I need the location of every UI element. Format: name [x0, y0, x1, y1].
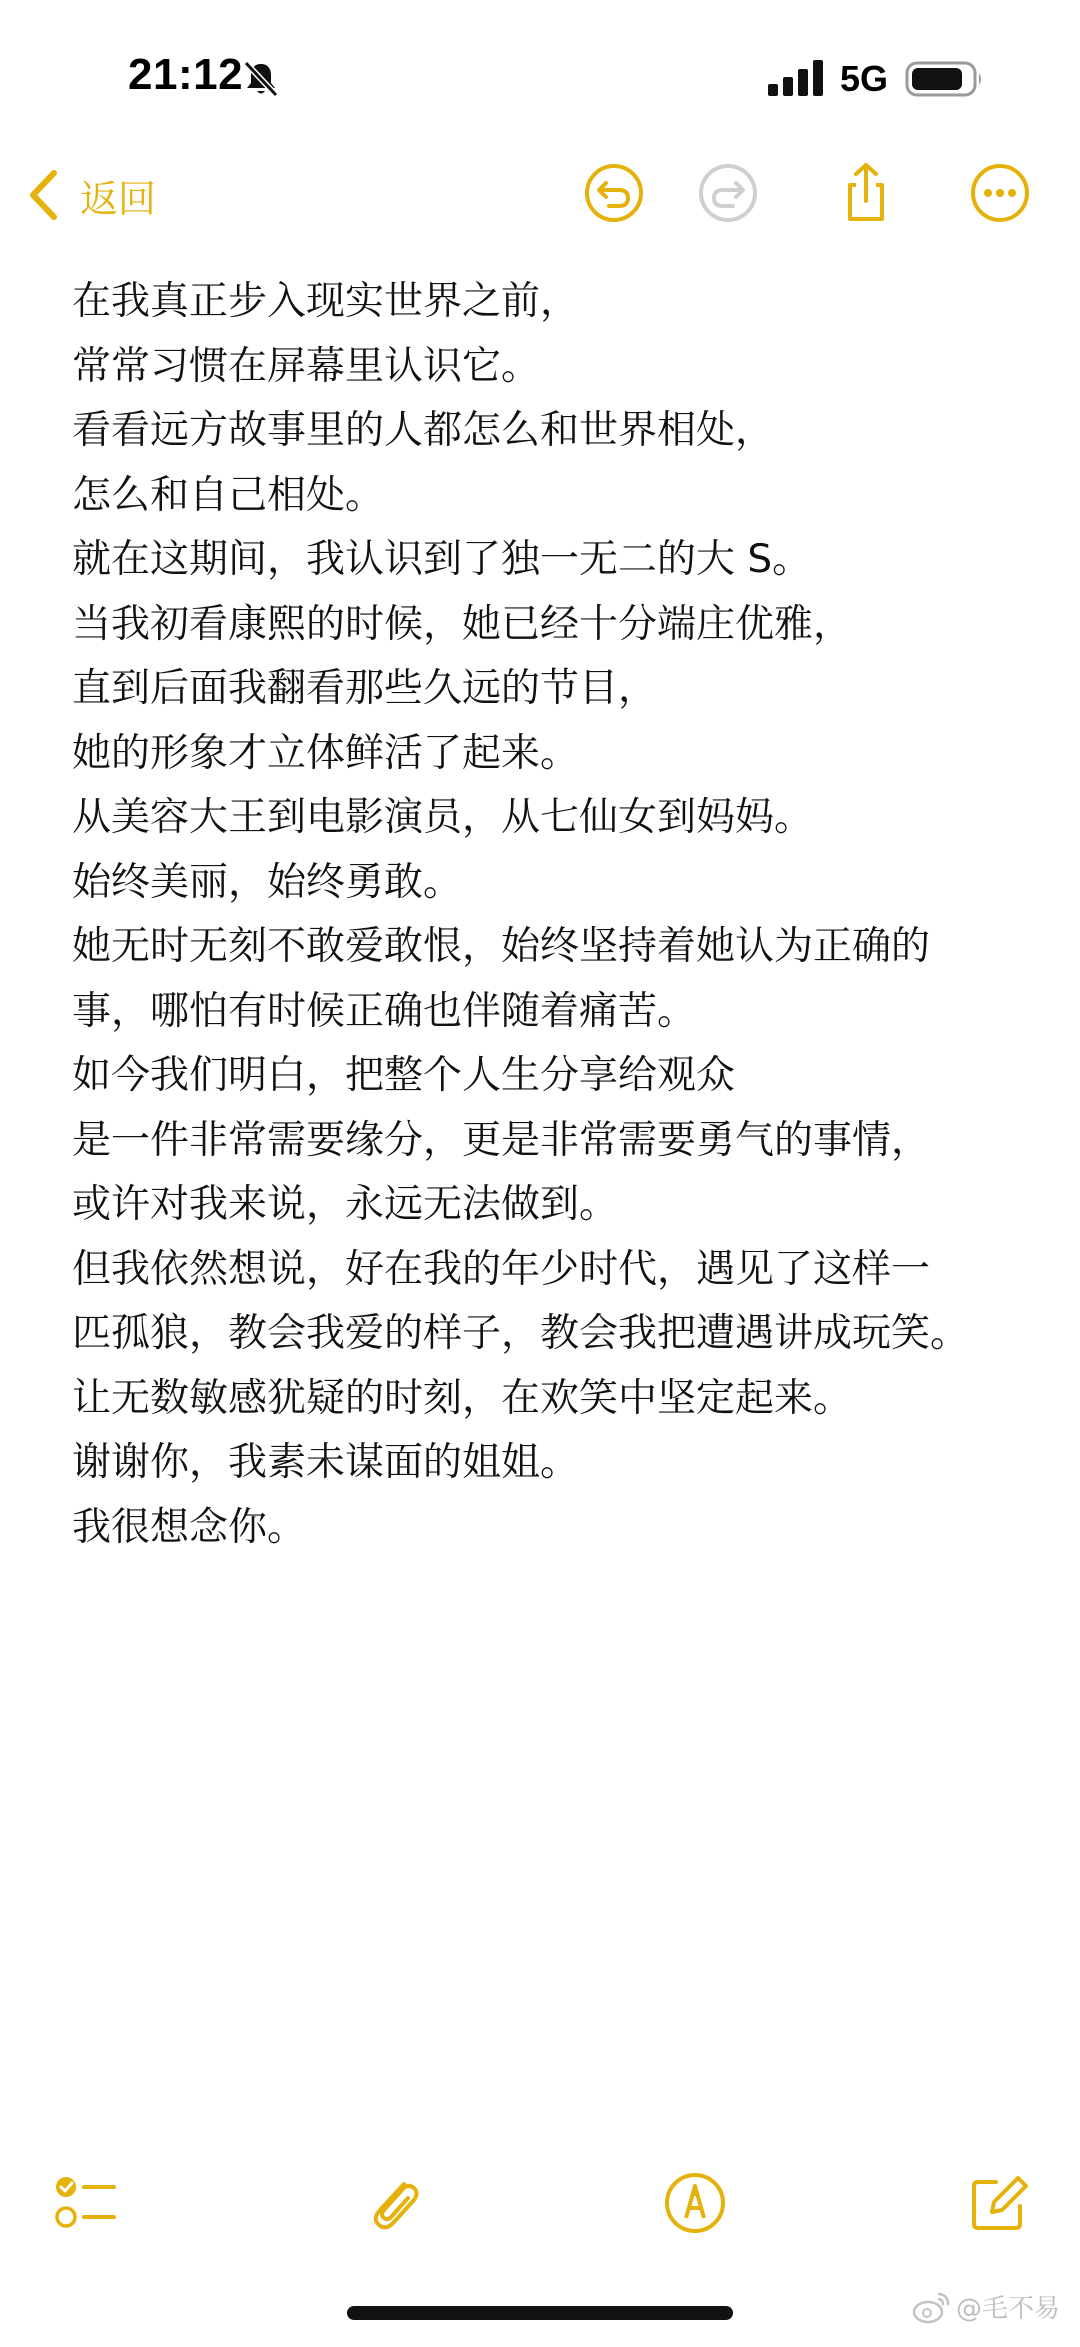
signal-icon	[768, 60, 824, 96]
chevron-left-icon	[28, 169, 58, 221]
note-line: 始终美丽，始终勇敢。	[72, 859, 463, 905]
note-line: 常常习惯在屏幕里认识它。	[72, 343, 541, 389]
note-line: 她无时无刻不敢爱敢恨，始终坚持着她认为正确的	[72, 924, 931, 969]
note-line: 让无数敏感犹疑的时刻，在欢笑中坚定起来。	[72, 1375, 853, 1421]
note-line: 从美容大王到电影演员，从七仙女到妈妈。	[72, 795, 814, 840]
status-bar	[0, 0, 1080, 150]
network-type: 5G	[840, 58, 889, 99]
battery-icon	[905, 61, 985, 97]
note-line: 她的形象才立体鲜活了起来。	[72, 730, 580, 776]
note-line: 当我初看康熙的时候，她已经十分端庄优雅，	[72, 601, 853, 647]
redo-icon[interactable]	[696, 161, 760, 225]
note-line: 怎么和自己相处。	[72, 472, 385, 518]
markup-icon[interactable]	[662, 2170, 728, 2236]
note-line: 我很想念你。	[72, 1504, 307, 1550]
attachment-icon[interactable]	[360, 2170, 426, 2236]
note-line: 匹孤狼，教会我爱的样子，教会我把遭遇讲成玩笑。	[72, 1311, 970, 1356]
home-indicator	[347, 2306, 733, 2320]
note-line: 事，哪怕有时候正确也伴随着痛苦。	[72, 988, 697, 1034]
share-icon[interactable]	[834, 161, 898, 225]
bottom-toolbar	[0, 2160, 1080, 2260]
note-line: 是一件非常需要缘分，更是非常需要勇气的事情，	[72, 1117, 931, 1163]
note-line: 就在这期间，我认识到了独一无二的大 S。	[72, 537, 812, 582]
undo-icon[interactable]	[582, 161, 646, 225]
back-button[interactable]	[28, 159, 156, 231]
back-label: 返回	[80, 176, 157, 221]
bell-slash-icon	[243, 60, 279, 98]
note-line: 直到后面我翻看那些久远的节目，	[72, 666, 658, 711]
note-line: 看看远方故事里的人都怎么和世界相处，	[72, 408, 775, 453]
weibo-icon	[912, 2290, 952, 2324]
watermark	[912, 2288, 1060, 2325]
checklist-icon[interactable]	[52, 2170, 118, 2236]
note-line: 在我真正步入现实世界之前，	[72, 279, 580, 324]
note-line: 如今我们明白，把整个人生分享给观众	[72, 1053, 736, 1098]
note-line: 或许对我来说，永远无法做到。	[72, 1182, 619, 1227]
note-line: 谢谢你，我素未谋面的姐姐。	[72, 1440, 580, 1485]
status-time: 21:12	[128, 50, 244, 99]
note-line: 但我依然想说，好在我的年少时代，遇见了这样一	[72, 1246, 931, 1292]
compose-icon[interactable]	[966, 2170, 1032, 2236]
note-body[interactable]	[72, 270, 1032, 1560]
more-icon[interactable]	[968, 161, 1032, 225]
watermark-text: @毛不易	[956, 2294, 1061, 2324]
nav-bar	[0, 155, 1080, 235]
